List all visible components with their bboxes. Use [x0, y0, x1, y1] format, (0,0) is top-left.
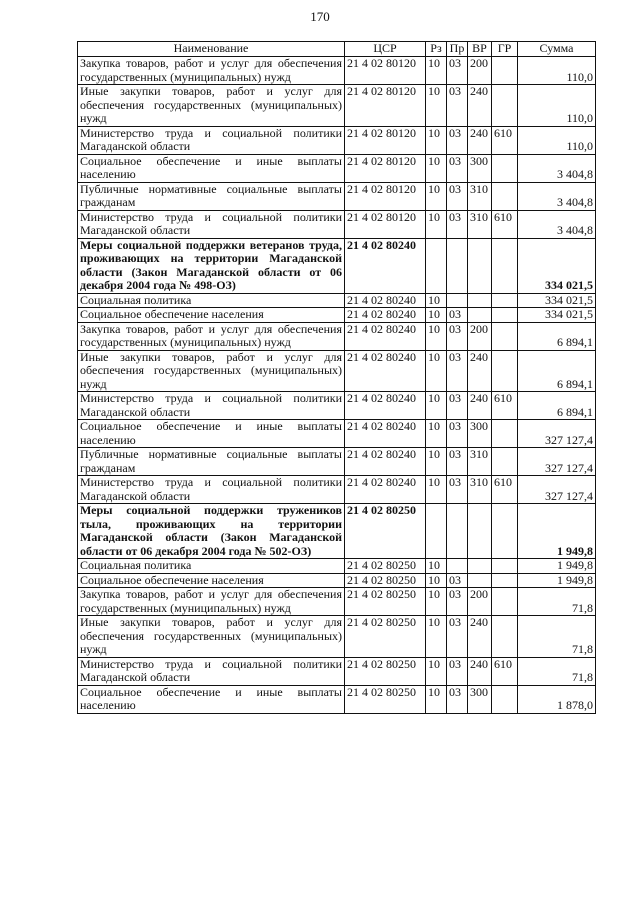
cell-rz: 10 — [426, 559, 447, 574]
cell-rz: 10 — [426, 308, 447, 323]
cell-rz: 10 — [426, 126, 447, 154]
cell-vr: 200 — [468, 57, 492, 85]
cell-sum: 6 894,1 — [518, 350, 596, 392]
header-pr: Пр — [447, 42, 468, 57]
cell-vr: 310 — [468, 476, 492, 504]
cell-sum: 3 404,8 — [518, 210, 596, 238]
cell-name: Иные закупки товаров, работ и услуг для обеспечения государственных (муниципальных) нужд — [78, 350, 345, 392]
cell-csr: 21 4 02 80120 — [345, 154, 426, 182]
cell-sum: 1 949,8 — [518, 559, 596, 574]
cell-name: Министерство труда и социальной политики Магаданской области — [78, 476, 345, 504]
cell-pr — [447, 238, 468, 293]
cell-gr: 610 — [492, 210, 518, 238]
cell-vr — [468, 559, 492, 574]
table-row — [78, 322, 596, 350]
cell-rz: 10 — [426, 182, 447, 210]
cell-sum: 3 404,8 — [518, 182, 596, 210]
cell-name: Иные закупки товаров, работ и услуг для обеспечения государственных (муниципальных) нужд — [78, 85, 345, 127]
cell-sum: 6 894,1 — [518, 392, 596, 420]
table-row — [78, 350, 596, 392]
cell-rz: 10 — [426, 210, 447, 238]
cell-sum: 71,8 — [518, 657, 596, 685]
cell-vr — [468, 308, 492, 323]
cell-sum: 1 949,8 — [518, 573, 596, 588]
table-row — [78, 559, 596, 574]
cell-pr: 03 — [447, 420, 468, 448]
cell-name: Публичные нормативные социальные выплаты гражданам — [78, 182, 345, 210]
cell-gr — [492, 293, 518, 308]
cell-csr: 21 4 02 80240 — [345, 350, 426, 392]
cell-sum: 1 878,0 — [518, 685, 596, 713]
cell-vr: 310 — [468, 210, 492, 238]
table-row — [78, 616, 596, 658]
cell-pr: 03 — [447, 126, 468, 154]
cell-csr: 21 4 02 80250 — [345, 657, 426, 685]
cell-pr: 03 — [447, 616, 468, 658]
cell-gr — [492, 154, 518, 182]
cell-csr: 21 4 02 80240 — [345, 322, 426, 350]
cell-rz: 10 — [426, 573, 447, 588]
cell-pr: 03 — [447, 685, 468, 713]
table-row — [78, 308, 596, 323]
cell-gr — [492, 685, 518, 713]
cell-sum: 71,8 — [518, 616, 596, 658]
cell-name: Социальное обеспечение населения — [78, 308, 345, 323]
cell-pr: 03 — [447, 657, 468, 685]
cell-sum: 1 949,8 — [518, 504, 596, 559]
cell-vr — [468, 293, 492, 308]
table-row — [78, 182, 596, 210]
cell-pr — [447, 293, 468, 308]
header-gr: ГР — [492, 42, 518, 57]
cell-csr: 21 4 02 80240 — [345, 448, 426, 476]
cell-name: Министерство труда и социальной политики Магаданской области — [78, 126, 345, 154]
cell-gr — [492, 588, 518, 616]
cell-rz — [426, 504, 447, 559]
cell-sum: 6 894,1 — [518, 322, 596, 350]
cell-csr: 21 4 02 80250 — [345, 559, 426, 574]
cell-vr: 300 — [468, 685, 492, 713]
cell-name: Социальное обеспечение и иные выплаты населению — [78, 420, 345, 448]
cell-csr: 21 4 02 80250 — [345, 588, 426, 616]
cell-pr: 03 — [447, 476, 468, 504]
cell-sum: 110,0 — [518, 85, 596, 127]
cell-rz: 10 — [426, 392, 447, 420]
cell-csr: 21 4 02 80120 — [345, 85, 426, 127]
cell-name: Закупка товаров, работ и услуг для обеспечения государственных (муниципальных) нужд — [78, 588, 345, 616]
cell-vr: 240 — [468, 85, 492, 127]
cell-sum: 327 127,4 — [518, 448, 596, 476]
cell-csr: 21 4 02 80120 — [345, 182, 426, 210]
cell-vr: 200 — [468, 588, 492, 616]
cell-name: Министерство труда и социальной политики Магаданской области — [78, 392, 345, 420]
cell-gr — [492, 420, 518, 448]
cell-gr — [492, 238, 518, 293]
cell-rz — [426, 238, 447, 293]
table-row — [78, 154, 596, 182]
cell-vr: 310 — [468, 182, 492, 210]
cell-name: Закупка товаров, работ и услуг для обеспечения государственных (муниципальных) нужд — [78, 322, 345, 350]
header-name: Наименование — [78, 42, 345, 57]
cell-csr: 21 4 02 80120 — [345, 57, 426, 85]
cell-sum: 327 127,4 — [518, 420, 596, 448]
cell-sum: 327 127,4 — [518, 476, 596, 504]
cell-pr: 03 — [447, 182, 468, 210]
cell-vr: 310 — [468, 448, 492, 476]
cell-vr — [468, 238, 492, 293]
cell-gr — [492, 616, 518, 658]
cell-gr: 610 — [492, 476, 518, 504]
cell-rz: 10 — [426, 448, 447, 476]
cell-sum: 3 404,8 — [518, 154, 596, 182]
cell-pr: 03 — [447, 154, 468, 182]
cell-pr: 03 — [447, 392, 468, 420]
cell-csr: 21 4 02 80240 — [345, 293, 426, 308]
cell-name: Социальная политика — [78, 559, 345, 574]
table-row — [78, 238, 596, 293]
cell-gr — [492, 448, 518, 476]
page-number: 170 — [310, 9, 330, 24]
table-row — [78, 293, 596, 308]
cell-name: Социальное обеспечение населения — [78, 573, 345, 588]
cell-csr: 21 4 02 80120 — [345, 210, 426, 238]
cell-gr — [492, 322, 518, 350]
cell-name: Министерство труда и социальной политики Магаданской области — [78, 210, 345, 238]
table-row — [78, 685, 596, 713]
cell-rz: 10 — [426, 154, 447, 182]
cell-name: Публичные нормативные социальные выплаты гражданам — [78, 448, 345, 476]
table-row — [78, 126, 596, 154]
cell-pr — [447, 504, 468, 559]
cell-csr: 21 4 02 80120 — [345, 126, 426, 154]
cell-pr: 03 — [447, 210, 468, 238]
cell-name: Социальное обеспечение и иные выплаты населению — [78, 154, 345, 182]
budget-table — [77, 41, 596, 714]
cell-vr: 240 — [468, 392, 492, 420]
cell-gr — [492, 350, 518, 392]
header-vr: ВР — [468, 42, 492, 57]
cell-gr — [492, 57, 518, 85]
cell-sum: 110,0 — [518, 126, 596, 154]
table-row — [78, 85, 596, 127]
cell-gr — [492, 559, 518, 574]
cell-rz: 10 — [426, 685, 447, 713]
cell-pr: 03 — [447, 573, 468, 588]
cell-vr — [468, 504, 492, 559]
table-row — [78, 210, 596, 238]
cell-rz: 10 — [426, 476, 447, 504]
cell-rz: 10 — [426, 616, 447, 658]
cell-rz: 10 — [426, 657, 447, 685]
cell-pr: 03 — [447, 350, 468, 392]
cell-gr — [492, 504, 518, 559]
cell-vr: 200 — [468, 322, 492, 350]
cell-vr: 240 — [468, 126, 492, 154]
cell-csr: 21 4 02 80250 — [345, 573, 426, 588]
cell-name: Меры социальной поддержки ветеранов труда, проживающих на территории Магаданской области (Закон Магаданской области от 06 декабря 2004 года № 498-ОЗ) — [78, 238, 345, 293]
table-row — [78, 657, 596, 685]
cell-pr: 03 — [447, 448, 468, 476]
table-row — [78, 392, 596, 420]
cell-gr: 610 — [492, 392, 518, 420]
table-row — [78, 420, 596, 448]
cell-rz: 10 — [426, 588, 447, 616]
cell-pr: 03 — [447, 85, 468, 127]
cell-vr: 300 — [468, 420, 492, 448]
cell-gr — [492, 85, 518, 127]
cell-name: Меры социальной поддержки тружеников тыла, проживающих на территории Магаданской области (Закон Магаданской области от 06 декабря 2004 года № 502-ОЗ) — [78, 504, 345, 559]
cell-pr: 03 — [447, 322, 468, 350]
cell-gr — [492, 182, 518, 210]
cell-sum: 110,0 — [518, 57, 596, 85]
cell-name: Министерство труда и социальной политики Магаданской области — [78, 657, 345, 685]
table-row — [78, 476, 596, 504]
table-header-row — [78, 42, 596, 57]
cell-pr: 03 — [447, 588, 468, 616]
table-row — [78, 573, 596, 588]
cell-vr: 240 — [468, 350, 492, 392]
cell-vr: 300 — [468, 154, 492, 182]
cell-gr — [492, 573, 518, 588]
cell-rz: 10 — [426, 57, 447, 85]
cell-sum: 334 021,5 — [518, 308, 596, 323]
cell-name: Закупка товаров, работ и услуг для обеспечения государственных (муниципальных) нужд — [78, 57, 345, 85]
cell-gr: 610 — [492, 657, 518, 685]
cell-name: Иные закупки товаров, работ и услуг для обеспечения государственных (муниципальных) нужд — [78, 616, 345, 658]
cell-csr: 21 4 02 80240 — [345, 392, 426, 420]
cell-csr: 21 4 02 80240 — [345, 420, 426, 448]
cell-name: Социальное обеспечение и иные выплаты населению — [78, 685, 345, 713]
cell-sum: 71,8 — [518, 588, 596, 616]
cell-pr — [447, 559, 468, 574]
cell-sum: 334 021,5 — [518, 293, 596, 308]
cell-vr: 240 — [468, 657, 492, 685]
cell-csr: 21 4 02 80250 — [345, 685, 426, 713]
table-row — [78, 448, 596, 476]
cell-rz: 10 — [426, 85, 447, 127]
cell-gr: 610 — [492, 126, 518, 154]
cell-gr — [492, 308, 518, 323]
cell-sum: 334 021,5 — [518, 238, 596, 293]
cell-name: Социальная политика — [78, 293, 345, 308]
table-row — [78, 57, 596, 85]
cell-vr: 240 — [468, 616, 492, 658]
header-sum: Сумма — [518, 42, 596, 57]
table-row — [78, 588, 596, 616]
header-rz: Рз — [426, 42, 447, 57]
cell-csr: 21 4 02 80250 — [345, 616, 426, 658]
cell-rz: 10 — [426, 350, 447, 392]
cell-csr: 21 4 02 80240 — [345, 476, 426, 504]
cell-rz: 10 — [426, 322, 447, 350]
cell-vr — [468, 573, 492, 588]
cell-rz: 10 — [426, 293, 447, 308]
table-row — [78, 504, 596, 559]
header-csr: ЦСР — [345, 42, 426, 57]
cell-csr: 21 4 02 80240 — [345, 238, 426, 293]
cell-csr: 21 4 02 80250 — [345, 504, 426, 559]
cell-pr: 03 — [447, 308, 468, 323]
cell-csr: 21 4 02 80240 — [345, 308, 426, 323]
cell-rz: 10 — [426, 420, 447, 448]
cell-pr: 03 — [447, 57, 468, 85]
